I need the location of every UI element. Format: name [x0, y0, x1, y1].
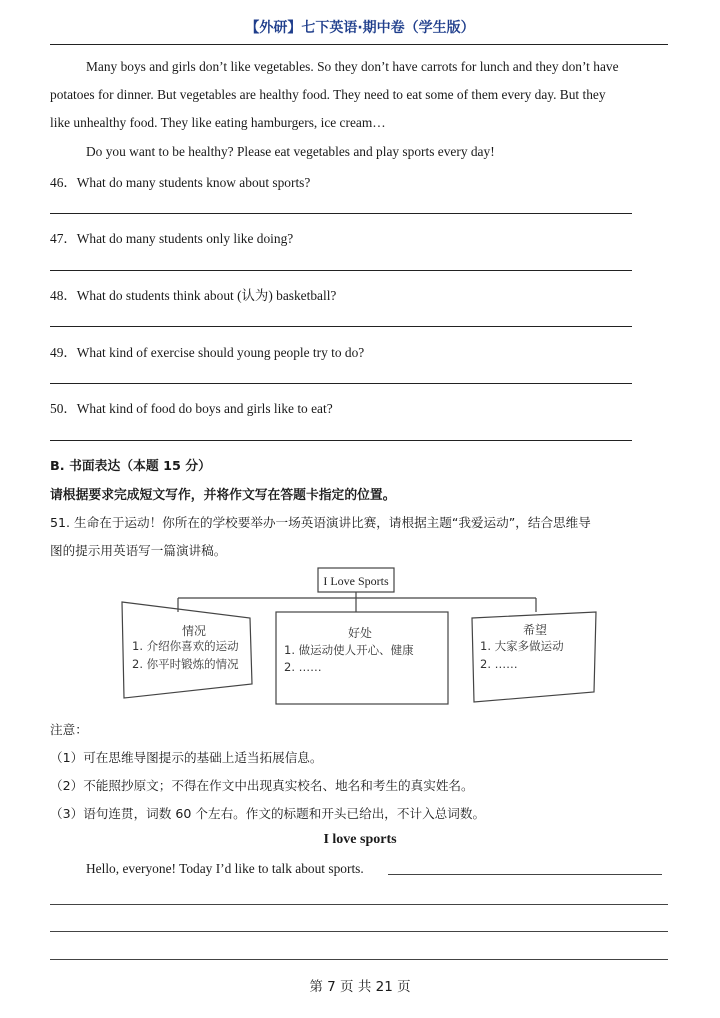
branch-item: 1. 做运动使人开心、健康 [284, 643, 414, 657]
branch-item: 2. …… [480, 657, 518, 671]
question-48 [50, 285, 336, 304]
branch-item: 2. …… [284, 660, 322, 674]
note-item: （3）语句连贯，词数 60 个左右。作文的标题和开头已给出，不计入总词数。 [50, 806, 486, 821]
question-51-prompt-line-1: 51. 生命在于运动！你所在的学校要举办一场英语演讲比赛，请根据主题“我爱运动”，结合思维导 [50, 515, 591, 530]
branch-item: 2. 你平时锻炼的情况 [132, 657, 239, 671]
answer-line-49[interactable] [50, 383, 632, 384]
header-divider [50, 44, 668, 45]
question-51-prompt-line-2: 图的提示用英语写一篇演讲稿。 [50, 543, 227, 558]
essay-title: I love sports [323, 832, 397, 847]
answer-line-48[interactable] [50, 326, 632, 327]
question-number: 47． [50, 231, 77, 246]
passage-line-1: Many boys and girls don’t like vegetables. So they don’t have carrots for lunch and they don’t have [86, 59, 619, 74]
question-number: 46． [50, 175, 77, 190]
section-b-instruction: 请根据要求完成短文写作，并将作文写在答题卡指定的位置。 [50, 488, 396, 503]
essay-blank-line[interactable] [50, 931, 668, 932]
question-47 [50, 228, 293, 247]
passage-line-3: like unhealthy food. They like eating hamburgers, ice cream… [50, 115, 386, 130]
passage-line-2: potatoes for dinner. But vegetables are healthy food. They need to eat some of them every day. But they [50, 87, 606, 102]
passage-line-4: Do you want to be healthy? Please eat vegetables and play sports every day! [86, 144, 495, 159]
question-49 [50, 342, 364, 361]
mind-map-root: I Love Sports [323, 574, 389, 588]
branch-title-hope: 希望 [523, 623, 548, 637]
branch-item: 1. 介绍你喜欢的运动 [132, 639, 239, 653]
mind-map [118, 566, 600, 712]
question-number: 48． [50, 288, 77, 303]
note-item: （2）不能照抄原文；不得在作文中出现真实校名、地名和考生的真实姓名。 [50, 778, 474, 793]
question-number: 49． [50, 345, 77, 360]
answer-line-46[interactable] [50, 213, 632, 214]
page-header: 【外研】七下英语·期中卷（学生版） [245, 20, 475, 36]
branch-title-benefits: 好处 [348, 626, 373, 640]
answer-line-50[interactable] [50, 440, 632, 441]
question-text: What do many students only like doing? [76, 231, 294, 246]
section-b-heading: B. 书面表达（本题 15 分） [50, 459, 211, 474]
question-text: What do students think about (认为) basketball? [76, 288, 337, 303]
essay-blank-first-line[interactable] [388, 874, 662, 875]
essay-blank-line[interactable] [50, 904, 668, 905]
page-footer: 第 7 页 共 21 页 [309, 979, 411, 995]
branch-item: 1. 大家多做运动 [480, 639, 564, 653]
question-text: What kind of exercise should young people try to do? [76, 345, 365, 360]
essay-blank-line[interactable] [50, 959, 668, 960]
question-text: What kind of food do boys and girls like to eat? [76, 401, 333, 416]
question-46 [50, 172, 310, 191]
note-item: （1）可在思维导图提示的基础上适当拓展信息。 [50, 750, 323, 765]
question-number: 50． [50, 401, 77, 416]
answer-line-47[interactable] [50, 270, 632, 271]
question-50 [50, 398, 333, 417]
branch-title-situation: 情况 [182, 624, 207, 638]
essay-opening: Hello, everyone! Today I’d like to talk about sports. [86, 861, 364, 876]
question-text: What do many students know about sports? [76, 175, 311, 190]
notes-label: 注意： [50, 722, 88, 737]
